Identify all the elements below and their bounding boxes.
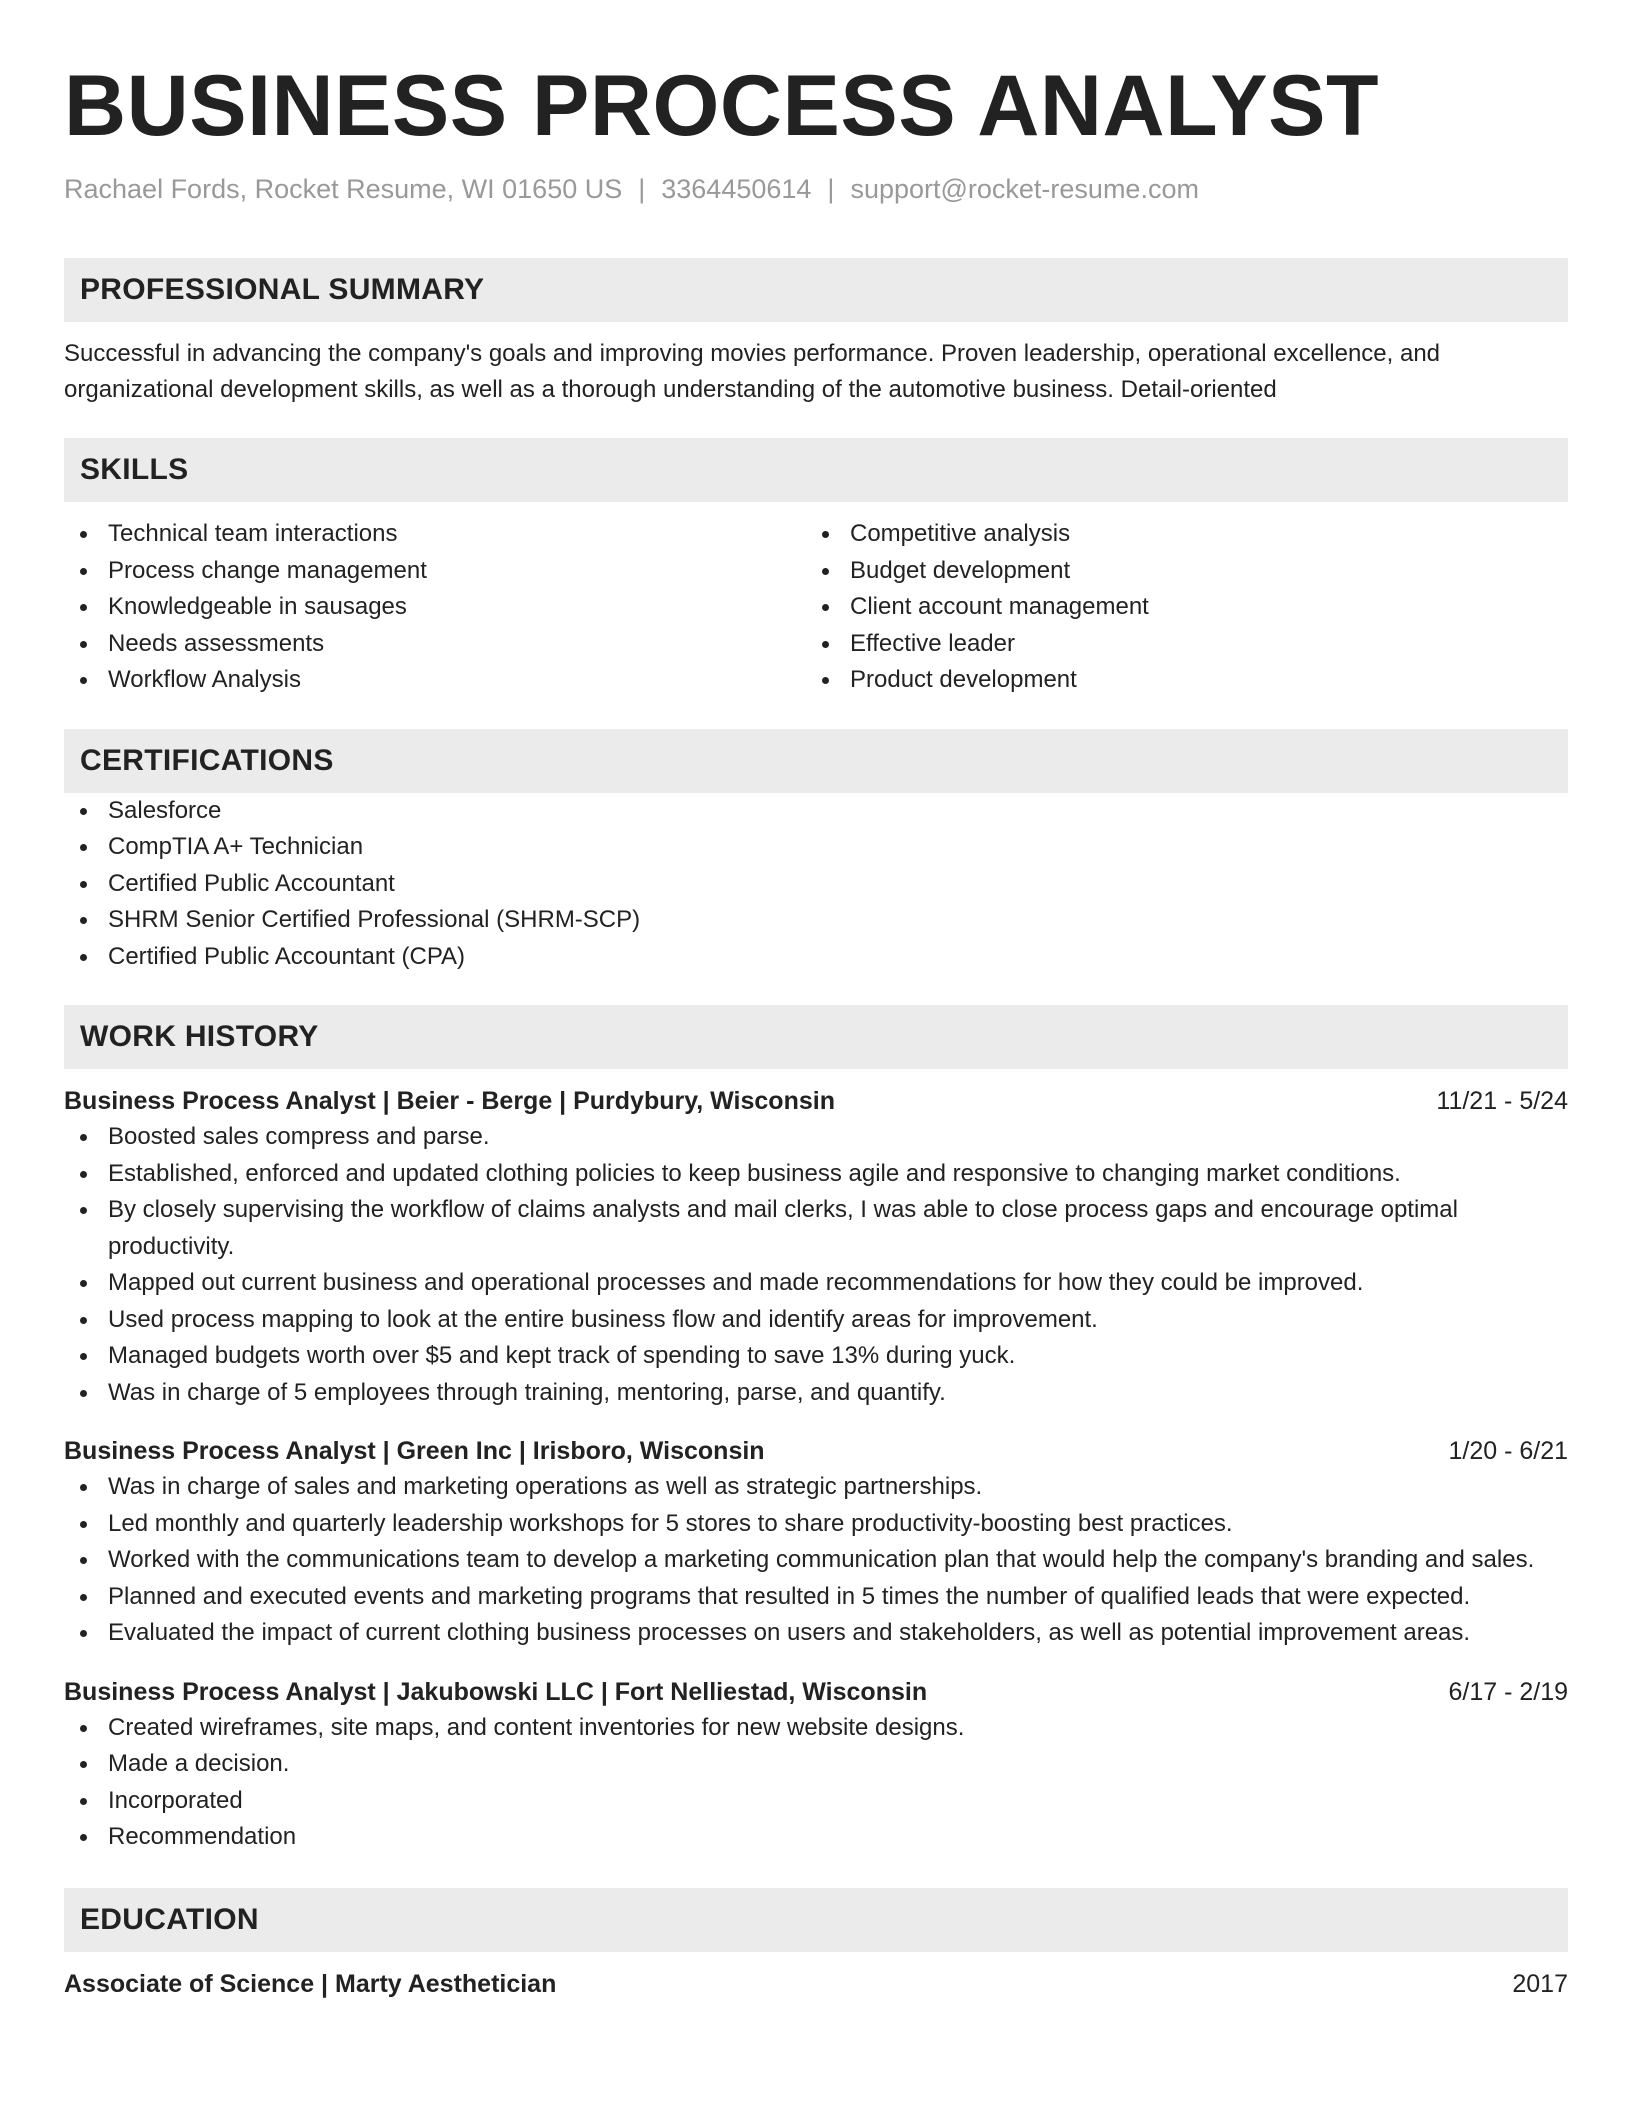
skill-item: Product development (806, 662, 1548, 699)
job-title: Business Process Analyst | Jakubowski LLC | Fort Nelliestad, Wisconsin (64, 1677, 928, 1706)
skill-item: Competitive analysis (806, 516, 1548, 553)
job-bullet: Mapped out current business and operational processes and made recommendations for how they could be improved. (64, 1265, 1568, 1302)
section-header-summary: PROFESSIONAL SUMMARY (64, 258, 1568, 322)
job-dates: 11/21 - 5/24 (1436, 1087, 1568, 1115)
job-bullets (64, 1469, 1568, 1652)
certification-item: SHRM Senior Certified Professional (SHRM-SCP) (64, 902, 1568, 939)
section-header-work-history: WORK HISTORY (64, 1005, 1568, 1069)
job-title-row (64, 1433, 1568, 1469)
certifications-list (64, 793, 1568, 976)
contact-separator: | (638, 174, 646, 204)
skill-item: Effective leader (806, 626, 1548, 663)
job-entry (64, 1083, 1568, 1411)
skill-item: Knowledgeable in sausages (64, 589, 806, 626)
education-row (64, 1966, 1568, 2002)
resume-page (64, 0, 1568, 2002)
skill-item: Technical team interactions (64, 516, 806, 553)
job-entry (64, 1433, 1568, 1652)
job-entry (64, 1674, 1568, 1856)
job-bullet: Recommendation (64, 1819, 1568, 1856)
job-bullet: Made a decision. (64, 1746, 1568, 1783)
job-title: Business Process Analyst | Green Inc | Irisboro, Wisconsin (64, 1437, 765, 1465)
summary-text: Successful in advancing the company's goals and improving movies performance. Proven leadership, operational excellence, and organizational development skills, as well as a thorough understanding of the automotive business. Detail-oriented (64, 340, 1441, 403)
certification-item: Salesforce (64, 793, 1568, 830)
job-bullets (64, 1710, 1568, 1856)
job-bullet: By closely supervising the workflow of claims analysts and mail clerks, I was able to close process gaps and encourage optimal productivity. (64, 1192, 1568, 1265)
certification-item: CompTIA A+ Technician (64, 829, 1568, 866)
contact-address: Rachael Fords, Rocket Resume, WI 01650 US (64, 174, 623, 204)
job-bullet: Was in charge of sales and marketing operations as well as strategic partnerships. (64, 1469, 1568, 1506)
job-bullet: Was in charge of 5 employees through training, mentoring, parse, and quantify. (64, 1375, 1568, 1412)
job-bullet: Boosted sales compress and parse. (64, 1119, 1568, 1156)
section-header-certifications: CERTIFICATIONS (64, 729, 1568, 793)
skills-column-right (806, 516, 1548, 699)
job-title-row (64, 1674, 1568, 1710)
skill-item: Process change management (64, 553, 806, 590)
skills-list-right (806, 516, 1548, 699)
job-bullets (64, 1119, 1568, 1411)
skill-item: Client account management (806, 589, 1548, 626)
certification-item: Certified Public Accountant (CPA) (64, 939, 1568, 976)
job-dates: 1/20 - 6/21 (1448, 1437, 1568, 1465)
skill-item: Workflow Analysis (64, 662, 806, 699)
certification-item: Certified Public Accountant (64, 866, 1568, 903)
section-header-education: EDUCATION (64, 1888, 1568, 1952)
job-bullet: Incorporated (64, 1783, 1568, 1820)
skills-columns (64, 516, 1568, 699)
contact-line (64, 172, 1568, 206)
contact-separator: | (827, 174, 835, 204)
contact-email: support@rocket-resume.com (850, 174, 1199, 204)
education-degree: Associate of Science | Marty Aesthetician (64, 1969, 557, 1998)
education-year: 2017 (1512, 1969, 1568, 1998)
job-bullet: Managed budgets worth over $5 and kept track of spending to save 13% during yuck. (64, 1338, 1568, 1375)
section-header-skills: SKILLS (64, 438, 1568, 502)
job-title-row (64, 1083, 1568, 1119)
job-bullet: Evaluated the impact of current clothing business processes on users and stakeholders, as well as potential improvement areas. (64, 1615, 1568, 1652)
skills-list-left (64, 516, 806, 699)
resume-title: BUSINESS PROCESS ANALYST (64, 58, 1380, 154)
job-bullet: Worked with the communications team to develop a marketing communication plan that would help the company's branding and sales. (64, 1542, 1568, 1579)
contact-phone: 3364450614 (661, 174, 812, 204)
job-dates: 6/17 - 2/19 (1448, 1677, 1568, 1706)
job-bullet: Led monthly and quarterly leadership workshops for 5 stores to share productivity-boosting best practices. (64, 1506, 1568, 1543)
skill-item: Budget development (806, 553, 1548, 590)
skill-item: Needs assessments (64, 626, 806, 663)
job-bullet: Used process mapping to look at the entire business flow and identify areas for improvement. (64, 1302, 1568, 1339)
job-title: Business Process Analyst | Beier - Berge | Purdybury, Wisconsin (64, 1087, 835, 1115)
skills-column-left (64, 516, 806, 699)
job-bullet: Established, enforced and updated clothing policies to keep business agile and responsive to changing market conditions. (64, 1156, 1568, 1193)
job-bullet: Planned and executed events and marketing programs that resulted in 5 times the number of qualified leads that were expected. (64, 1579, 1568, 1616)
job-bullet: Created wireframes, site maps, and content inventories for new website designs. (64, 1710, 1568, 1747)
